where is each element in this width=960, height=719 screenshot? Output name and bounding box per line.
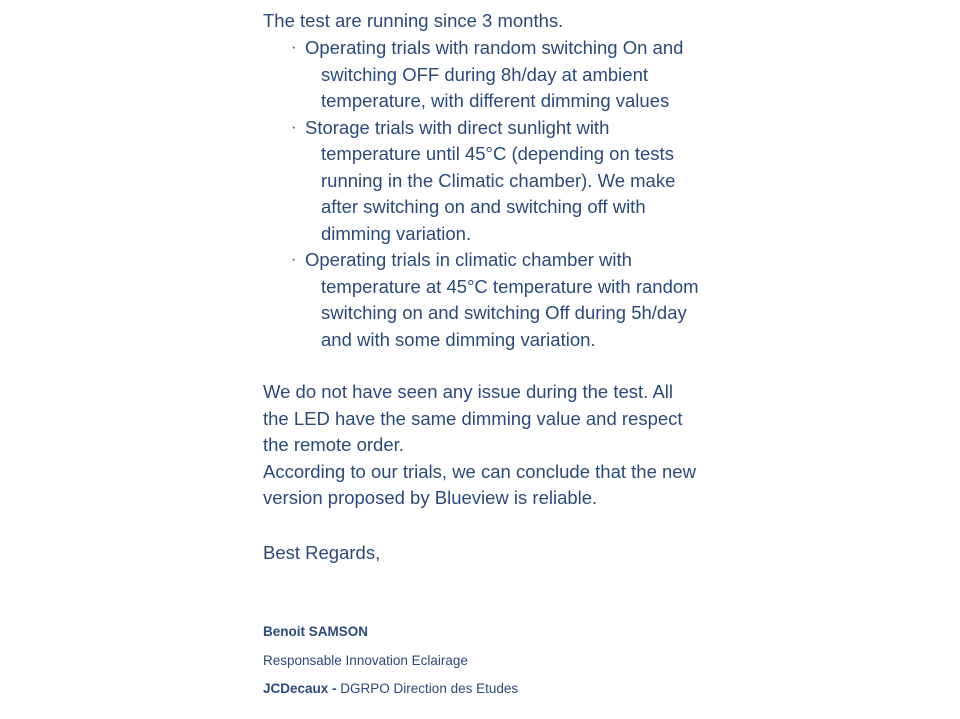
signature-organization (263, 681, 518, 697)
list-item-text: Storage trials with direct sunlight with temperature until 45°C (depending on tests running in the Climatic chamber). We make after switching on and switching off with dimming variation. (305, 116, 676, 244)
email-body (263, 10, 703, 566)
test-list (263, 35, 703, 353)
signature-role: Responsable Innovation Eclairage (263, 653, 468, 668)
closing-line: Best Regards, (263, 541, 381, 563)
list-item (263, 247, 703, 353)
signature-name: Benoit SAMSON (263, 624, 369, 639)
list-item (263, 35, 703, 115)
list-item (263, 115, 703, 248)
conclusion-paragraph: According to our trials, we can conclude that the new version proposed by Blueview is reliable. (263, 460, 696, 508)
signature-company: JCDecaux - (263, 681, 337, 696)
signature-department: DGRPO Direction des Etudes (336, 681, 519, 696)
bullet-dot: · (291, 118, 297, 136)
bullet-dot: · (291, 251, 297, 268)
result-paragraph: We do not have seen any issue during the test. All the LED have the same dimming value and respect the remote order. (263, 381, 683, 455)
intro-line: The test are running since 3 months. (263, 10, 564, 31)
list-item-text: Operating trials in climatic chamber with temperature at 45°C temperature with random switching on and switching Off during 5h/day and with some dimming variation. (305, 249, 699, 350)
bullet-dot: · (291, 39, 297, 56)
list-item-text: Operating trials with random switching On and switching OFF during 8h/day at ambient temperature, with different dimming values (305, 37, 684, 111)
